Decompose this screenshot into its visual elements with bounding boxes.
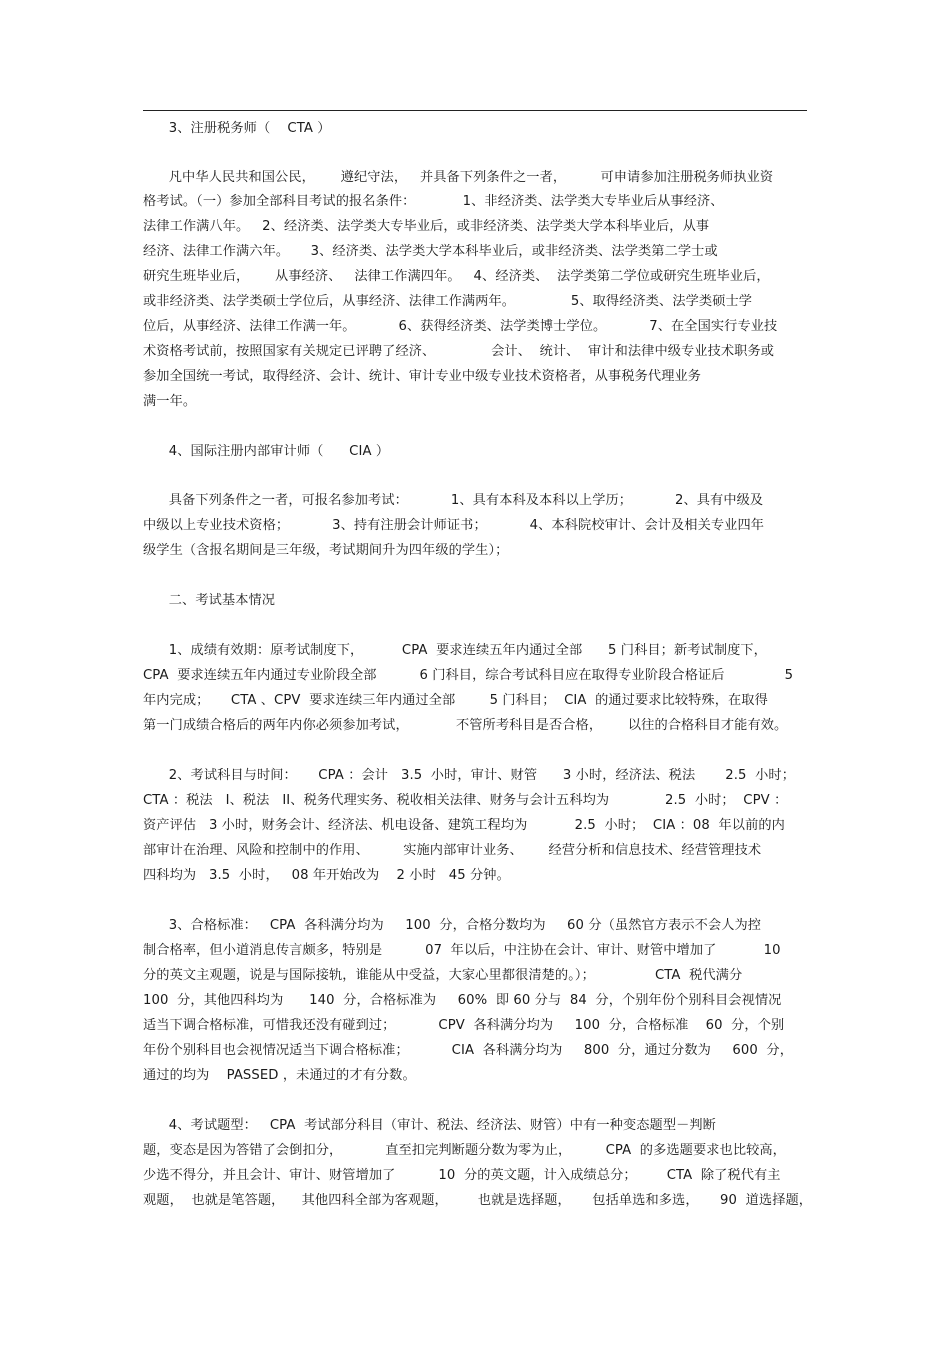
text-line: 参加全国统一考试，取得经济、会计、统计、审计专业中级专业技术资格者，从事税务代理业务 bbox=[143, 369, 702, 384]
text-line: 部审计在治理、风险和控制中的作用、 实施内部审计业务、 经营分析和信息技术、经营管理技术 bbox=[143, 843, 762, 858]
text-line: 术资格考试前，按照国家有关规定已评聘了经济、 会计、 统计、 审计和法律中级专业技术职务或 bbox=[143, 344, 775, 359]
text-line: 格考试。（一）参加全部科目考试的报名条件： 1、非经济类、法学类大专毕业后从事经济、 bbox=[143, 194, 724, 209]
text-line: 中级以上专业技术资格； 3、持有注册会计师证书； 4、本科院校审计、会计及相关专业四年 bbox=[143, 518, 765, 533]
text-line: 观题， 也就是笔答题， 其他四科全部为客观题， 也就是选择题， 包括单选和多选， 90 道选择题， bbox=[143, 1193, 813, 1208]
text-line: CTA ：税法 I、税法 II、税务代理实务、税收相关法律、财务与会计五科均为 2.5 小时； CPV ： bbox=[143, 793, 788, 808]
text-line: 3、合格标准： CPA 各科满分均为 100 分，合格分数均为 60 分（虽然官方表示不会人为控 bbox=[143, 918, 762, 933]
text-line: 研究生班毕业后， 从事经济、 法律工作满四年。 4、经济类、 法学类第二学位或研究生班毕业后， bbox=[143, 269, 770, 284]
text-line: 年内完成； CTA 、CPV 要求连续三年内通过全部 5 门科目； CIA 的通过要求比较特殊，在取得 bbox=[143, 693, 768, 708]
text-line: 100 分，其他四科均为 140 分，合格标准为 60% 即 60 分与 84 分，个别年份个别科目会视情况 bbox=[143, 993, 782, 1008]
text-line: 或非经济类、法学类硕士学位后，从事经济、法律工作满两年。 5、取得经济类、法学类硕士学 bbox=[143, 294, 753, 309]
text-line: 制合格率，但小道消息传言颇多，特别是 07 年以后，中注协在会计、审计、财管中增加了 10 bbox=[143, 943, 781, 958]
text-line: 2、考试科目与时间： CPA ：会计 3.5 小时，审计、财管 3 小时，经济法、税法 2.5 小时； bbox=[143, 768, 795, 783]
text-line: 1、成绩有效期：原考试制度下， CPA 要求连续五年内通过全部 5 门科目；新考试制度下， bbox=[143, 643, 767, 658]
text-line: 4、考试题型： CPA 考试部分科目（审计、税法、经济法、财管）中有一种变态题型－判断 bbox=[143, 1118, 716, 1133]
header-rule bbox=[143, 110, 807, 111]
text-line: 适当下调合格标准，可惜我还没有碰到过； CPV 各科满分均为 100 分，合格标准 60 分，个别 bbox=[143, 1018, 785, 1033]
text-line: 少选不得分，并且会计、审计、财管增加了 10 分的英文题，计入成绩总分； CTA 除了税代有主 bbox=[143, 1168, 781, 1183]
text-line: 具备下列条件之一者，可报名参加考试： 1、具有本科及本科以上学历； 2、具有中级及 bbox=[143, 493, 764, 508]
text-line: 通过的均为 PASSED ，未通过的才有分数。 bbox=[143, 1068, 416, 1083]
text-line: 满一年。 bbox=[143, 394, 197, 409]
text-line: 凡中华人民共和国公民， 遵纪守法， 并具备下列条件之一者， 可申请参加注册税务师执业资 bbox=[143, 170, 774, 185]
heading-exam-basics: 二、考试基本情况 bbox=[143, 593, 276, 608]
text-line: 位后，从事经济、法律工作满一年。 6、获得经济类、法学类博士学位。 7、在全国实行专业技 bbox=[143, 319, 778, 334]
text-line: 法律工作满八年。 2、经济类、法学类大专毕业后，或非经济类、法学类大学本科毕业后，从事 bbox=[143, 219, 710, 234]
text-line: CPA 要求连续五年内通过专业阶段全部 6 门科目，综合考试科目应在取得专业阶段合格证后 5 bbox=[143, 668, 794, 683]
text-line: 四科均为 3.5 小时， 08 年开始改为 2 小时 45 分钟。 bbox=[143, 868, 510, 883]
text-line: 年份个别科目也会视情况适当下调合格标准； CIA 各科满分均为 800 分，通过分数为 600 分， bbox=[143, 1043, 794, 1058]
text-line: 级学生（含报名期间是三年级，考试期间升为四年级的学生）； bbox=[143, 543, 509, 558]
text-line: 题，变态是因为答错了会倒扣分， 直至扣完判断题分数为零为止， CPA 的多选题要求也比较高， bbox=[143, 1143, 786, 1158]
heading-cia: 4、国际注册内部审计师（ CIA ） bbox=[143, 444, 390, 459]
text-line: 第一门成绩合格后的两年内你必须参加考试， 不管所考科目是否合格， 以往的合格科目才能有效。 bbox=[143, 718, 788, 733]
text-line: 分的英文主观题，说是与国际接轨，谁能从中受益，大家心里都很清楚的。）； CTA 税代满分 bbox=[143, 968, 743, 983]
text-line: 经济、法律工作满六年。 3、经济类、法学类大学本科毕业后，或非经济类、法学类第二学士或 bbox=[143, 244, 718, 259]
heading-cta: 3、注册税务师（ CTA ） bbox=[143, 121, 331, 136]
text-line: 资产评估 3 小时，财务会计、经济法、机电设备、建筑工程均为 2.5 小时； CIA ：08 年以前的内 bbox=[143, 818, 785, 833]
